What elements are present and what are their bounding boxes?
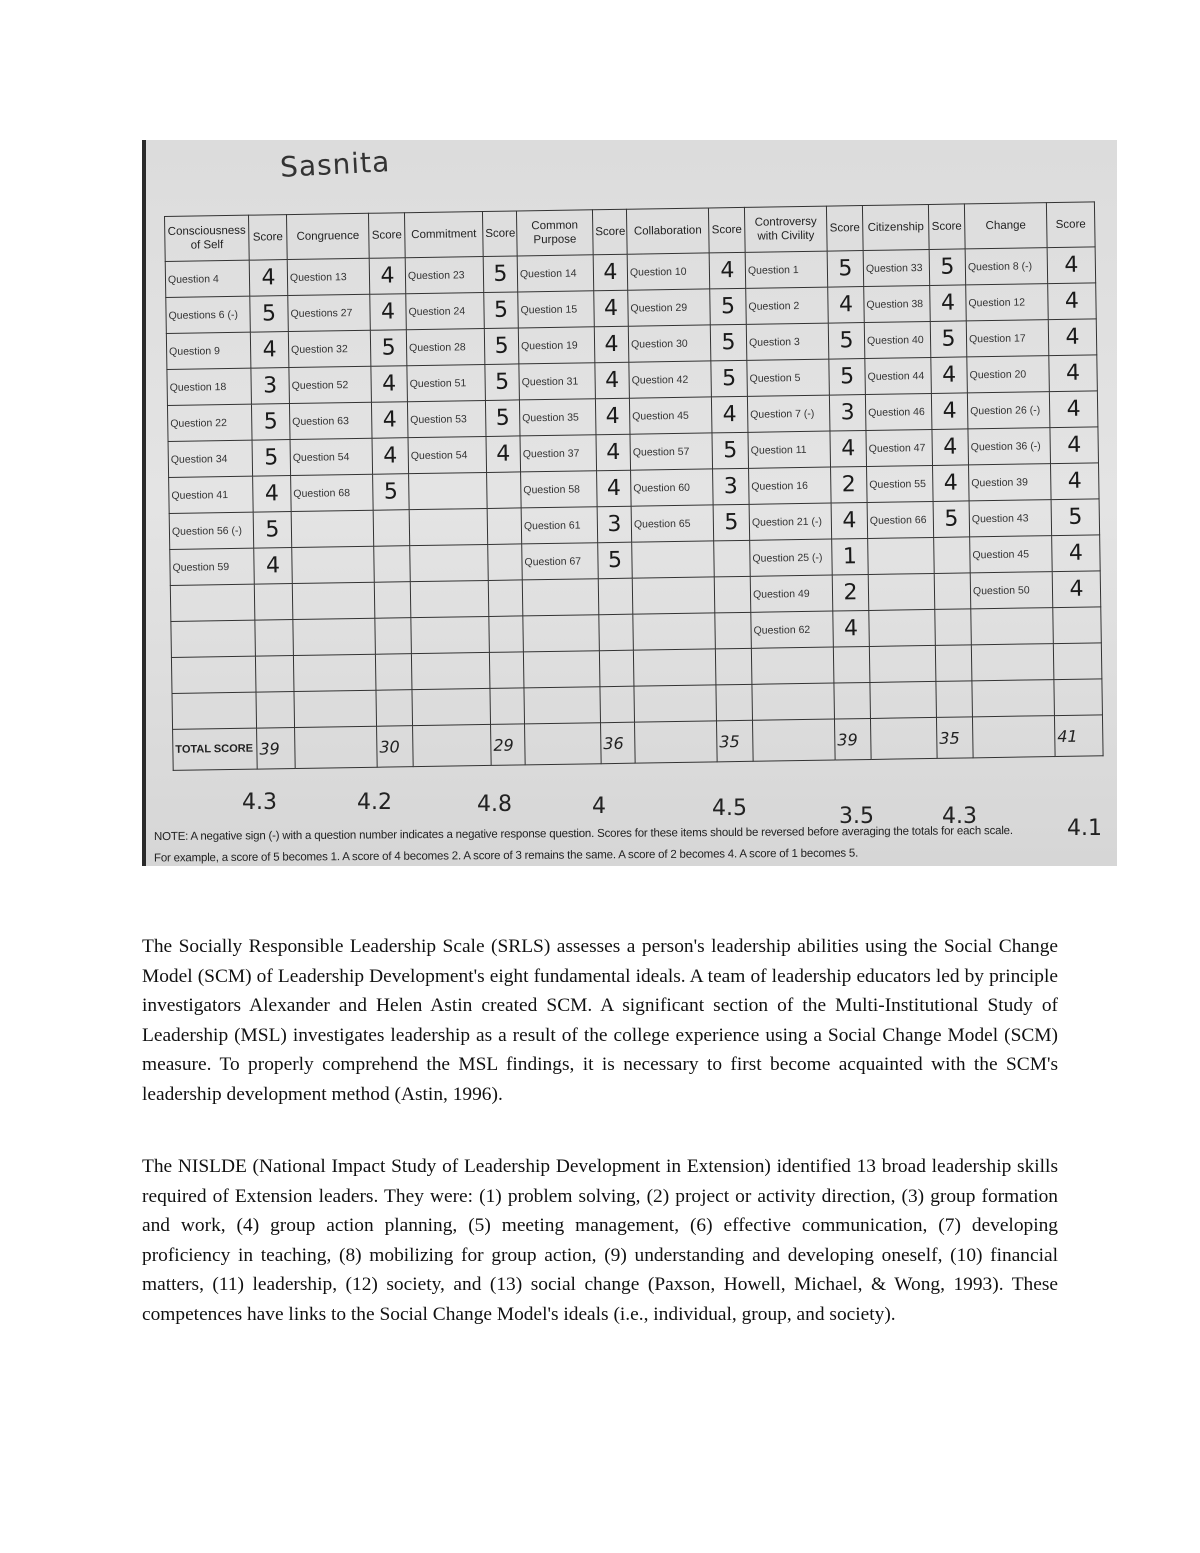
handwritten-average: 4.2 (357, 790, 392, 815)
score-table (164, 201, 1104, 771)
score-column-header: Score (482, 211, 517, 257)
handwritten-average: 4.5 (712, 796, 747, 821)
question-cell (171, 656, 256, 693)
question-cell: Question 33 (863, 249, 930, 286)
score-cell: 4 (369, 258, 406, 295)
question-cell: Question 30 (628, 325, 711, 362)
score-cell: 4 (594, 326, 629, 363)
score-cell: 5 (1051, 499, 1100, 536)
note-line-1: NOTE: A negative sign (-) with a question number indicates a negative response question. Scores for these items should be reversed before averaging the totals for each scale. (153, 825, 1013, 843)
total-empty-cell (870, 717, 937, 759)
score-cell: 5 (710, 288, 747, 325)
score-cell: 4 (828, 287, 865, 324)
score-cell (599, 650, 634, 687)
score-cell: 4 (1052, 535, 1101, 572)
photo-edge (142, 140, 146, 866)
score-cell: 2 (832, 574, 869, 611)
total-empty-cell (295, 726, 378, 768)
question-cell (633, 613, 716, 650)
score-cell (488, 580, 523, 617)
question-cell (523, 615, 600, 652)
score-cell: 5 (253, 512, 292, 549)
question-cell: Question 28 (406, 328, 485, 365)
question-cell (633, 649, 716, 686)
total-score-value: 41 (1054, 715, 1103, 757)
score-cell: 5 (251, 404, 290, 441)
question-cell: Question 26 (-) (967, 392, 1050, 429)
score-cell: 4 (931, 357, 968, 394)
question-cell (972, 680, 1055, 717)
score-cell: 4 (1048, 283, 1097, 320)
question-cell: Question 5 (747, 359, 830, 396)
question-cell (411, 616, 490, 653)
score-cell: 5 (598, 542, 633, 579)
score-cell: 3 (251, 368, 290, 405)
question-cell: Question 58 (521, 471, 598, 508)
question-cell: Question 40 (864, 321, 931, 358)
score-cell (934, 537, 971, 574)
score-column-header: Score (826, 206, 863, 252)
score-cell (1054, 679, 1103, 716)
question-cell: Question 4 (165, 260, 250, 297)
question-cell: Question 50 (970, 572, 1053, 609)
score-cell: 4 (371, 366, 408, 403)
score-sheet-photo (142, 140, 1117, 866)
score-column-header: Score (708, 207, 745, 253)
score-column-header: Score (248, 215, 287, 261)
score-column-header: Score (928, 204, 965, 250)
question-cell (411, 652, 490, 689)
score-cell (934, 573, 971, 610)
question-cell: Question 7 (-) (747, 395, 830, 432)
question-cell (172, 692, 257, 729)
score-cell: 4 (594, 290, 629, 327)
question-cell (869, 609, 936, 646)
question-cell: Question 39 (969, 464, 1052, 501)
question-cell: Question 3 (746, 323, 829, 360)
score-cell (487, 472, 522, 509)
score-cell: 4 (596, 434, 631, 471)
question-cell (522, 579, 599, 616)
question-cell: Question 24 (406, 292, 485, 329)
scale-column-header: Congruence (286, 213, 369, 259)
question-cell: Question 47 (866, 429, 933, 466)
paragraph-srls: The Socially Responsible Leadership Scale (SRLS) assesses a person's leadership abilities using the Social Change Model (SCM) of Leadership Development's eight fundamental ideals. A team of leadership educators led by principle investigators Alexander and Helen Astin created SCM. A significant section of the Multi-Institutional Study of Leadership (MSL) investigates leadership as a result of the college experience using a Social Change Model (SCM) measure. To properly comprehend the MSL findings, it is necessary to first become acquainted with the SCM's leadership development method (Astin, 1996). (142, 936, 1058, 1105)
score-cell: 3 (829, 395, 866, 432)
score-column-header: Score (1046, 202, 1095, 248)
score-cell: 5 (484, 292, 519, 329)
question-cell (523, 651, 600, 688)
question-cell: Question 23 (405, 256, 484, 293)
question-cell: Question 37 (520, 435, 597, 472)
question-cell: Question 13 (287, 258, 370, 295)
question-cell (632, 577, 715, 614)
score-cell: 5 (250, 296, 289, 333)
score-cell: 4 (930, 285, 967, 322)
score-cell: 4 (1050, 427, 1099, 464)
question-cell: Question 68 (291, 474, 374, 511)
score-cell (255, 656, 294, 693)
score-cell: 5 (828, 323, 865, 360)
score-cell: 4 (833, 610, 870, 647)
question-cell (292, 582, 375, 619)
score-cell (715, 648, 752, 685)
score-cell: 4 (932, 429, 969, 466)
score-cell (374, 546, 411, 583)
question-cell (752, 683, 835, 720)
score-cell: 5 (929, 249, 966, 286)
handwritten-average: 4.8 (477, 792, 512, 817)
score-cell: 4 (1048, 319, 1097, 356)
score-cell: 4 (711, 396, 748, 433)
question-cell: Question 8 (-) (965, 248, 1048, 285)
score-cell (489, 652, 524, 689)
score-cell: 4 (1047, 247, 1096, 284)
paragraph-nislde: The NISLDE (National Impact Study of Leadership Development in Extension) identified 13 broad leadership skills required of Extension leaders. They were: (1) problem solving, (2) project or activity direction, (3) group formation and work, (4) group action planning, (5) meeting management, (6) effective communication, (7) developing proficiency in teaching, (8) mobilizing for group action, (9) understanding and developing oneself, (10) financial matters, (11) leadership, (12) society, and (13) social change (Paxson, Howell, Michael, & Wong, 1993). These competences have links to the Social Change Model's ideals (i.e., individual, group, and society). (142, 1156, 1058, 1325)
question-cell (409, 472, 488, 509)
total-empty-cell (635, 721, 718, 763)
question-cell: Question 65 (631, 505, 714, 542)
score-cell: 4 (371, 402, 408, 439)
score-cell: 5 (711, 360, 748, 397)
question-cell: Question 21 (-) (749, 503, 832, 540)
question-cell (971, 644, 1054, 681)
question-cell (869, 645, 936, 682)
question-cell: Question 38 (864, 285, 931, 322)
score-cell: 4 (372, 438, 409, 475)
total-score-value: 36 (601, 722, 636, 764)
score-cell: 3 (713, 468, 750, 505)
question-cell: Question 41 (169, 476, 254, 513)
score-cell: 5 (484, 328, 519, 365)
score-cell (599, 614, 634, 651)
total-empty-cell (752, 719, 835, 761)
score-cell: 5 (710, 324, 747, 361)
total-score-value: 29 (491, 724, 526, 766)
question-cell: Question 63 (289, 402, 372, 439)
score-cell (1053, 607, 1102, 644)
score-cell (375, 654, 412, 691)
question-cell (293, 618, 376, 655)
score-cell (834, 682, 871, 719)
question-cell: Question 12 (966, 284, 1049, 321)
handwritten-average: 4.3 (242, 790, 277, 815)
question-cell (293, 654, 376, 691)
handwritten-name: Sasnita (279, 145, 391, 184)
score-cell: 4 (933, 465, 970, 502)
question-cell (410, 580, 489, 617)
scale-column-header: Controversy with Civility (744, 206, 827, 252)
question-cell: Question 9 (166, 332, 251, 369)
question-cell: Question 44 (865, 357, 932, 394)
question-cell: Question 55 (867, 465, 934, 502)
score-cell (256, 692, 295, 729)
question-cell: Question 54 (290, 438, 373, 475)
scale-column-header: Consciousness of Self (165, 215, 250, 261)
score-cell: 5 (713, 504, 750, 541)
question-cell: Question 19 (518, 327, 595, 364)
question-cell: Questions 27 (288, 294, 371, 331)
score-cell (373, 510, 410, 547)
total-score-label: TOTAL SCORE (173, 728, 258, 770)
score-cell: 4 (253, 476, 292, 513)
score-cell: 2 (831, 466, 868, 503)
handwritten-average: 4.3 (942, 804, 977, 829)
score-cell (254, 584, 293, 621)
scale-column-header: Commitment (404, 211, 483, 257)
score-cell: 4 (595, 362, 630, 399)
score-cell (489, 616, 524, 653)
question-cell: Question 34 (168, 440, 253, 477)
question-cell: Question 45 (970, 536, 1053, 573)
score-cell (1053, 643, 1102, 680)
question-cell: Question 18 (167, 368, 252, 405)
score-cell (600, 686, 635, 723)
score-cell (715, 612, 752, 649)
question-cell: Question 36 (-) (968, 428, 1051, 465)
question-cell: Question 22 (167, 404, 252, 441)
score-cell: 4 (254, 548, 293, 585)
score-cell (716, 684, 753, 721)
question-cell: Question 29 (628, 289, 711, 326)
question-cell: Question 57 (630, 433, 713, 470)
scale-column-header: Collaboration (626, 208, 709, 254)
question-cell: Question 31 (519, 363, 596, 400)
total-score-value: 39 (834, 718, 871, 760)
scale-column-header: Change (964, 203, 1047, 249)
question-cell: Question 11 (748, 431, 831, 468)
score-cell (936, 681, 973, 718)
table-body (165, 247, 1103, 771)
question-cell: Question 17 (966, 320, 1049, 357)
question-cell: Question 56 (-) (169, 512, 254, 549)
handwritten-average: 4.1 (1067, 816, 1102, 841)
score-cell: 5 (485, 400, 520, 437)
total-score-value: 30 (377, 726, 414, 768)
total-score-value: 35 (716, 720, 753, 762)
score-cell (490, 688, 525, 725)
score-cell: 4 (370, 294, 407, 331)
question-cell: Question 51 (407, 364, 486, 401)
total-score-value: 35 (936, 717, 973, 759)
score-cell (255, 620, 294, 657)
question-cell: Question 67 (522, 543, 599, 580)
score-cell: 4 (1050, 463, 1099, 500)
score-cell: 5 (370, 330, 407, 367)
question-cell (870, 681, 937, 718)
score-cell: 4 (1049, 391, 1098, 428)
total-empty-cell (413, 724, 492, 766)
question-cell: Question 15 (518, 291, 595, 328)
score-cell: 4 (709, 252, 746, 289)
score-cell (487, 508, 522, 545)
question-cell: Question 16 (749, 467, 832, 504)
question-cell: Question 59 (170, 548, 255, 585)
score-cell: 4 (486, 436, 521, 473)
score-cell: 5 (829, 359, 866, 396)
question-cell (868, 573, 935, 610)
score-cell: 5 (485, 364, 520, 401)
question-cell: Question 20 (967, 356, 1050, 393)
score-cell: 4 (831, 502, 868, 539)
scale-column-header: Common Purpose (516, 210, 593, 256)
score-cell (714, 576, 751, 613)
question-cell: Question 52 (289, 366, 372, 403)
note-line-2: For example, a score of 5 becomes 1. A score of 4 becomes 2. A score of 3 remains the same. A score of 2 becomes 4. A score of 1 becomes 5. (153, 847, 859, 865)
question-cell (292, 546, 375, 583)
score-cell: 4 (595, 398, 630, 435)
question-cell: Question 32 (288, 330, 371, 367)
question-cell: Question 54 (408, 436, 487, 473)
score-cell: 5 (483, 256, 518, 293)
question-cell: Question 14 (517, 255, 594, 292)
score-column-header: Score (592, 209, 627, 255)
question-cell (170, 584, 255, 621)
question-cell: Question 49 (750, 575, 833, 612)
question-cell: Question 43 (969, 500, 1052, 537)
question-cell: Question 45 (629, 397, 712, 434)
question-cell (751, 647, 834, 684)
question-cell (409, 508, 488, 545)
score-cell: 4 (830, 431, 867, 468)
score-cell (376, 690, 413, 727)
question-cell (634, 685, 717, 722)
question-cell (291, 510, 374, 547)
score-cell: 4 (597, 470, 632, 507)
score-cell: 5 (933, 501, 970, 538)
score-cell: 1 (832, 538, 869, 575)
score-cell: 3 (597, 506, 632, 543)
score-cell: 4 (1049, 355, 1098, 392)
score-cell (833, 646, 870, 683)
question-cell (524, 687, 601, 724)
question-cell: Question 66 (867, 501, 934, 538)
total-empty-cell (525, 723, 602, 765)
question-cell: Question 62 (751, 611, 834, 648)
handwritten-average: 3.5 (839, 804, 874, 829)
total-score-value: 39 (257, 728, 296, 770)
score-cell: 4 (250, 332, 289, 369)
question-cell: Question 25 (-) (750, 539, 833, 576)
score-cell: 4 (1052, 571, 1101, 608)
score-cell (935, 645, 972, 682)
question-cell: Question 10 (627, 253, 710, 290)
question-cell: Question 35 (519, 399, 596, 436)
score-cell: 4 (249, 260, 288, 297)
score-cell: 5 (712, 432, 749, 469)
scale-column-header: Citizenship (862, 204, 929, 250)
question-cell (971, 608, 1054, 645)
question-cell: Question 42 (629, 361, 712, 398)
score-cell: 5 (930, 321, 967, 358)
question-cell (412, 688, 491, 725)
question-cell (171, 620, 256, 657)
score-cell (374, 582, 411, 619)
score-cell (935, 609, 972, 646)
score-cell (598, 578, 633, 615)
question-cell: Question 1 (745, 251, 828, 288)
score-cell: 5 (827, 251, 864, 288)
question-cell: Question 60 (631, 469, 714, 506)
question-cell (294, 690, 377, 727)
score-cell (488, 544, 523, 581)
question-cell (868, 537, 935, 574)
score-cell: 5 (252, 440, 291, 477)
question-cell: Question 46 (865, 393, 932, 430)
score-cell: 5 (373, 474, 410, 511)
score-cell: 4 (593, 254, 628, 291)
handwritten-average: 4 (592, 794, 606, 819)
score-cell: 4 (931, 393, 968, 430)
question-cell (410, 544, 489, 581)
question-cell: Question 53 (407, 400, 486, 437)
score-column-header: Score (368, 213, 405, 259)
question-cell: Questions 6 (-) (166, 296, 251, 333)
question-cell: Question 61 (521, 507, 598, 544)
question-cell: Question 2 (746, 287, 829, 324)
total-empty-cell (972, 716, 1055, 758)
score-cell (714, 540, 751, 577)
question-cell (632, 541, 715, 578)
score-cell (375, 618, 412, 655)
